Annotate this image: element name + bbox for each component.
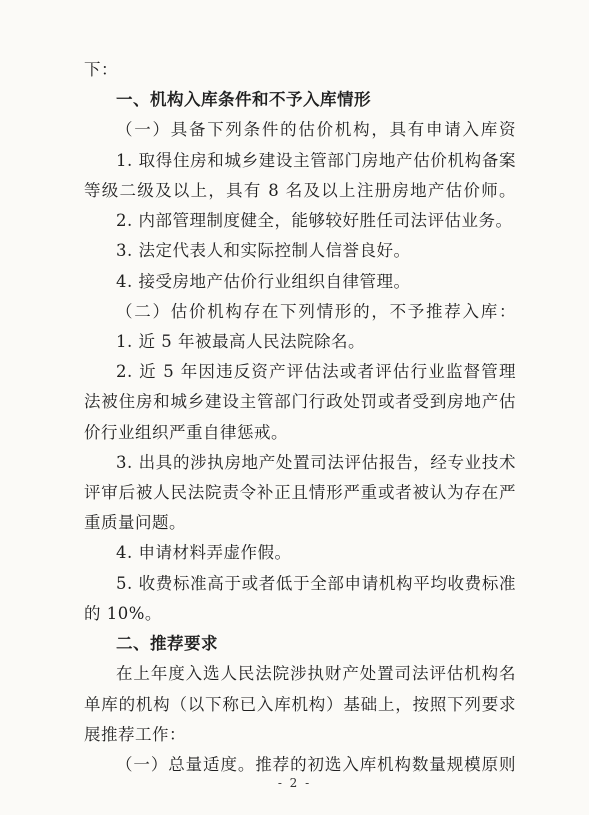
text-line: 4. 申请材料弄虚作假。 <box>116 543 292 562</box>
text-line: 2. 近 5 年因违反资产评估法或者评估行业监督管理 <box>116 362 516 381</box>
page-number: - 2 - <box>277 776 312 790</box>
text-line: 等级二级及以上，具有 8 名及以上注册房地产估价师。 <box>84 181 516 200</box>
section-heading: 二、推荐要求 <box>116 634 218 653</box>
text-line: 法被住房和城乡建设主管部门行政处罚或者受到房地产估 <box>84 392 516 411</box>
subsection-heading: （二）估价机构存在下列情形的，不予推荐入库： <box>116 302 516 321</box>
text-line: 评审后被人民法院责令补正且情形严重或者被认为存在严 <box>84 483 516 502</box>
text-line: 1. 取得住房和城乡建设主管部门房地产估价机构备案 <box>116 151 516 170</box>
text-line: 3. 出具的涉执房地产处置司法评估报告，经专业技术 <box>116 453 516 472</box>
text-line: 1. 近 5 年被最高人民法院除名。 <box>116 332 365 351</box>
text-line: 价行业组织严重自律惩戒。 <box>84 423 288 442</box>
text-line: 3. 法定代表人和实际控制人信誉良好。 <box>116 241 411 260</box>
text-line: 2. 内部管理制度健全，能够较好胜任司法评估业务。 <box>116 211 513 230</box>
text-line: 4. 接受房地产估价行业组织自律管理。 <box>116 272 411 291</box>
text-line: 下： <box>84 60 118 79</box>
text-line: （一）总量适度。推荐的初选入库机构数量规模原则 <box>116 755 516 774</box>
subsection-heading: （一）具备下列条件的估价机构，具有申请入库资 <box>116 120 516 139</box>
text-line: 重质量问题。 <box>84 513 186 532</box>
text-line: 的 10%。 <box>84 604 162 623</box>
text-line: 5. 收费标准高于或者低于全部申请机构平均收费标准 <box>116 574 516 593</box>
section-heading: 一、机构入库条件和不予入库情形 <box>116 90 371 109</box>
text-line: 单库的机构（以下称已入库机构）基础上，按照下列要求 <box>84 695 516 714</box>
text-line: 展推荐工作： <box>84 725 186 744</box>
text-line: 在上年度入选人民法院涉执财产处置司法评估机构名 <box>116 664 516 683</box>
